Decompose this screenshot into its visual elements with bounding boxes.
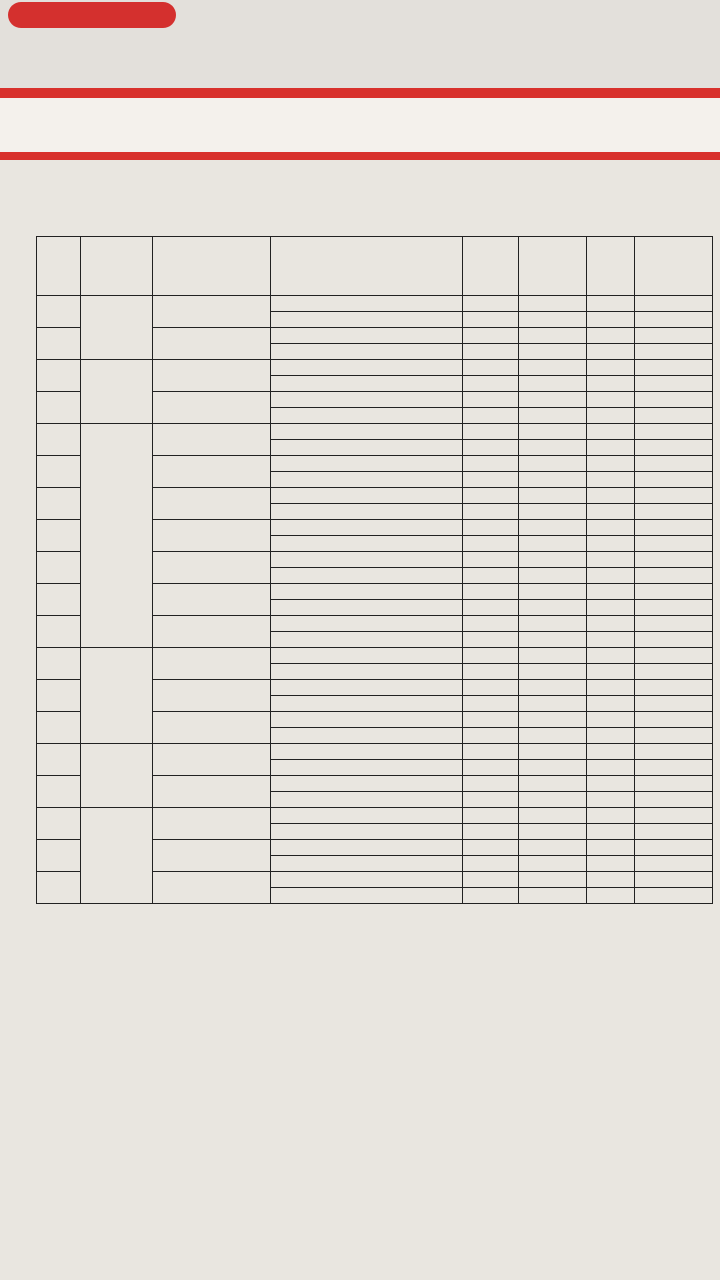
road-average-width xyxy=(519,824,587,840)
road-count xyxy=(587,344,635,360)
road-name xyxy=(271,632,463,648)
table-row xyxy=(37,360,713,376)
lcda-address xyxy=(153,552,271,584)
lcda-address xyxy=(153,392,271,424)
road-count xyxy=(587,504,635,520)
serial-number xyxy=(37,456,81,488)
road-pavement xyxy=(635,520,713,536)
road-name xyxy=(271,616,463,632)
serial-number xyxy=(37,808,81,840)
road-pavement xyxy=(635,536,713,552)
local-govt-name xyxy=(81,744,153,808)
lcda-address xyxy=(153,616,271,648)
road-average-width xyxy=(519,552,587,568)
road-average-width xyxy=(519,568,587,584)
road-name xyxy=(271,696,463,712)
road-count xyxy=(587,632,635,648)
road-pavement xyxy=(635,872,713,888)
road-length xyxy=(463,792,519,808)
road-name xyxy=(271,296,463,312)
road-average-width xyxy=(519,776,587,792)
road-average-width xyxy=(519,408,587,424)
road-length xyxy=(463,312,519,328)
road-length xyxy=(463,808,519,824)
road-count xyxy=(587,760,635,776)
road-pavement xyxy=(635,472,713,488)
road-average-width xyxy=(519,472,587,488)
road-average-width xyxy=(519,456,587,472)
local-govt-name xyxy=(81,296,153,360)
road-count xyxy=(587,376,635,392)
header-lcda xyxy=(153,237,271,296)
procedure-text xyxy=(4,1090,324,1100)
section-introduction xyxy=(34,172,104,184)
state-crest xyxy=(8,0,178,44)
road-pavement xyxy=(635,376,713,392)
road-count xyxy=(587,856,635,872)
serial-number xyxy=(37,328,81,360)
road-length xyxy=(463,664,519,680)
lcda-address xyxy=(153,680,271,712)
road-count xyxy=(587,888,635,904)
road-pavement xyxy=(635,296,713,312)
road-name xyxy=(271,424,463,440)
road-name xyxy=(271,808,463,824)
lcda-address xyxy=(153,520,271,552)
road-length xyxy=(463,408,519,424)
road-pavement xyxy=(635,504,713,520)
header-length xyxy=(463,237,519,296)
section-project-name xyxy=(34,218,104,230)
road-name xyxy=(271,328,463,344)
road-length xyxy=(463,440,519,456)
road-average-width xyxy=(519,584,587,600)
road-pavement xyxy=(635,488,713,504)
road-length xyxy=(463,520,519,536)
road-pavement xyxy=(635,344,713,360)
road-pavement xyxy=(635,328,713,344)
lcda-address xyxy=(153,840,271,872)
serial-number xyxy=(37,392,81,424)
road-length xyxy=(463,504,519,520)
road-average-width xyxy=(519,520,587,536)
road-count xyxy=(587,840,635,856)
serial-number xyxy=(37,744,81,776)
road-count xyxy=(587,776,635,792)
table-row xyxy=(37,648,713,664)
road-length xyxy=(463,776,519,792)
lcda-address xyxy=(153,808,271,840)
road-name xyxy=(271,344,463,360)
road-count xyxy=(587,296,635,312)
road-count xyxy=(587,664,635,680)
road-count xyxy=(587,616,635,632)
road-count xyxy=(587,744,635,760)
road-average-width xyxy=(519,616,587,632)
road-count xyxy=(587,584,635,600)
road-length xyxy=(463,360,519,376)
tender-details xyxy=(0,1062,720,1280)
road-average-width xyxy=(519,504,587,520)
road-length xyxy=(463,600,519,616)
road-name xyxy=(271,600,463,616)
road-pavement xyxy=(635,824,713,840)
road-length xyxy=(463,536,519,552)
road-length xyxy=(463,760,519,776)
road-average-width xyxy=(519,632,587,648)
road-count xyxy=(587,360,635,376)
road-pavement xyxy=(635,760,713,776)
road-length xyxy=(463,680,519,696)
serial-number xyxy=(37,616,81,648)
road-name xyxy=(271,888,463,904)
road-name xyxy=(271,472,463,488)
serial-number xyxy=(37,872,81,904)
road-name xyxy=(271,312,463,328)
lcda-address xyxy=(153,424,271,456)
road-pavement xyxy=(635,680,713,696)
road-count xyxy=(587,552,635,568)
lcda-address xyxy=(153,872,271,904)
header-pavement xyxy=(635,237,713,296)
road-pavement xyxy=(635,728,713,744)
lcda-address xyxy=(153,360,271,392)
road-pavement xyxy=(635,392,713,408)
road-name xyxy=(271,728,463,744)
local-govt-name xyxy=(81,648,153,744)
road-length xyxy=(463,872,519,888)
road-pavement xyxy=(635,744,713,760)
road-average-width xyxy=(519,488,587,504)
road-name xyxy=(271,392,463,408)
table-row xyxy=(37,296,713,312)
serial-number xyxy=(37,520,81,552)
road-average-width xyxy=(519,808,587,824)
crest-ribbon xyxy=(8,2,176,28)
requirements-list xyxy=(342,1106,712,1109)
road-length xyxy=(463,568,519,584)
road-length xyxy=(463,696,519,712)
road-pavement xyxy=(635,888,713,904)
road-name xyxy=(271,824,463,840)
road-pavement xyxy=(635,808,713,824)
road-count xyxy=(587,440,635,456)
road-pavement xyxy=(635,408,713,424)
road-average-width xyxy=(519,760,587,776)
road-pavement xyxy=(635,424,713,440)
road-length xyxy=(463,744,519,760)
lcda-address xyxy=(153,712,271,744)
table-row xyxy=(37,424,713,440)
road-length xyxy=(463,488,519,504)
roads-table-container xyxy=(36,236,712,904)
road-average-width xyxy=(519,856,587,872)
road-average-width xyxy=(519,744,587,760)
road-average-width xyxy=(519,840,587,856)
table-body xyxy=(37,296,713,904)
road-name xyxy=(271,792,463,808)
road-count xyxy=(587,520,635,536)
road-name xyxy=(271,456,463,472)
road-length xyxy=(463,584,519,600)
road-pavement xyxy=(635,840,713,856)
lcda-address xyxy=(153,648,271,680)
serial-number xyxy=(37,648,81,680)
road-count xyxy=(587,792,635,808)
serial-number xyxy=(37,776,81,808)
road-count xyxy=(587,712,635,728)
road-name xyxy=(271,648,463,664)
road-count xyxy=(587,872,635,888)
road-count xyxy=(587,392,635,408)
road-count xyxy=(587,600,635,616)
road-count xyxy=(587,568,635,584)
serial-number xyxy=(37,840,81,872)
road-name xyxy=(271,872,463,888)
local-govt-name xyxy=(81,808,153,904)
road-count xyxy=(587,680,635,696)
table-row xyxy=(37,808,713,824)
road-name xyxy=(271,408,463,424)
road-length xyxy=(463,328,519,344)
road-length xyxy=(463,456,519,472)
road-length xyxy=(463,632,519,648)
road-average-width xyxy=(519,328,587,344)
lcda-address xyxy=(153,488,271,520)
lcda-address xyxy=(153,296,271,328)
road-average-width xyxy=(519,296,587,312)
road-average-width xyxy=(519,376,587,392)
road-pavement xyxy=(635,600,713,616)
serial-number xyxy=(37,712,81,744)
road-average-width xyxy=(519,712,587,728)
road-length xyxy=(463,728,519,744)
road-pavement xyxy=(635,440,713,456)
road-length xyxy=(463,616,519,632)
road-pavement xyxy=(635,632,713,648)
road-average-width xyxy=(519,872,587,888)
road-length xyxy=(463,376,519,392)
road-pavement xyxy=(635,360,713,376)
road-average-width xyxy=(519,360,587,376)
lcda-address xyxy=(153,584,271,616)
road-pavement xyxy=(635,584,713,600)
road-name xyxy=(271,584,463,600)
road-pavement xyxy=(635,792,713,808)
road-count xyxy=(587,824,635,840)
road-name xyxy=(271,552,463,568)
road-count xyxy=(587,408,635,424)
road-length xyxy=(463,648,519,664)
road-pavement xyxy=(635,648,713,664)
road-length xyxy=(463,840,519,856)
road-count xyxy=(587,728,635,744)
road-pavement xyxy=(635,616,713,632)
road-average-width xyxy=(519,696,587,712)
road-count xyxy=(587,456,635,472)
road-count xyxy=(587,424,635,440)
lcda-address xyxy=(153,456,271,488)
road-length xyxy=(463,888,519,904)
road-count xyxy=(587,488,635,504)
serial-number xyxy=(37,552,81,584)
road-name xyxy=(271,680,463,696)
road-name xyxy=(271,840,463,856)
header-local-govt xyxy=(81,237,153,296)
road-average-width xyxy=(519,792,587,808)
local-govt-name xyxy=(81,424,153,648)
road-length xyxy=(463,344,519,360)
road-name xyxy=(271,856,463,872)
road-name xyxy=(271,664,463,680)
road-pavement xyxy=(635,776,713,792)
road-pavement xyxy=(635,456,713,472)
road-length xyxy=(463,856,519,872)
header-sn xyxy=(37,237,81,296)
road-count xyxy=(587,312,635,328)
lcda-address xyxy=(153,776,271,808)
road-average-width xyxy=(519,664,587,680)
road-name xyxy=(271,536,463,552)
road-count xyxy=(587,536,635,552)
road-pavement xyxy=(635,552,713,568)
road-name xyxy=(271,776,463,792)
roads-table xyxy=(36,236,713,904)
road-name xyxy=(271,520,463,536)
road-length xyxy=(463,712,519,728)
road-name xyxy=(271,376,463,392)
road-count xyxy=(587,696,635,712)
serial-number xyxy=(37,424,81,456)
table-header-row xyxy=(37,237,713,296)
road-name xyxy=(271,744,463,760)
header-no-of-road xyxy=(587,237,635,296)
header-list-of-roads xyxy=(271,237,463,296)
road-name xyxy=(271,712,463,728)
road-name xyxy=(271,760,463,776)
serial-number xyxy=(37,488,81,520)
road-count xyxy=(587,808,635,824)
road-average-width xyxy=(519,536,587,552)
road-count xyxy=(587,648,635,664)
road-average-width xyxy=(519,344,587,360)
road-name xyxy=(271,488,463,504)
road-average-width xyxy=(519,600,587,616)
road-pavement xyxy=(635,856,713,872)
road-length xyxy=(463,824,519,840)
road-name xyxy=(271,568,463,584)
road-name xyxy=(271,440,463,456)
lcda-address xyxy=(153,744,271,776)
road-name xyxy=(271,504,463,520)
serial-number xyxy=(37,680,81,712)
road-average-width xyxy=(519,440,587,456)
banner-panel xyxy=(0,98,720,152)
road-pavement xyxy=(635,664,713,680)
road-average-width xyxy=(519,888,587,904)
road-average-width xyxy=(519,424,587,440)
lcda-address xyxy=(153,328,271,360)
road-length xyxy=(463,472,519,488)
road-pavement xyxy=(635,312,713,328)
road-average-width xyxy=(519,392,587,408)
road-count xyxy=(587,472,635,488)
serial-number xyxy=(37,584,81,616)
table-row xyxy=(37,744,713,760)
header-average-width xyxy=(519,237,587,296)
road-average-width xyxy=(519,728,587,744)
road-length xyxy=(463,552,519,568)
road-pavement xyxy=(635,696,713,712)
road-length xyxy=(463,424,519,440)
road-pavement xyxy=(635,712,713,728)
masthead xyxy=(0,0,720,88)
road-length xyxy=(463,296,519,312)
road-name xyxy=(271,360,463,376)
local-govt-name xyxy=(81,360,153,424)
title-banner xyxy=(0,88,720,160)
serial-number xyxy=(37,296,81,328)
serial-number xyxy=(37,360,81,392)
road-average-width xyxy=(519,648,587,664)
road-count xyxy=(587,328,635,344)
road-length xyxy=(463,392,519,408)
road-pavement xyxy=(635,568,713,584)
road-average-width xyxy=(519,312,587,328)
road-average-width xyxy=(519,680,587,696)
